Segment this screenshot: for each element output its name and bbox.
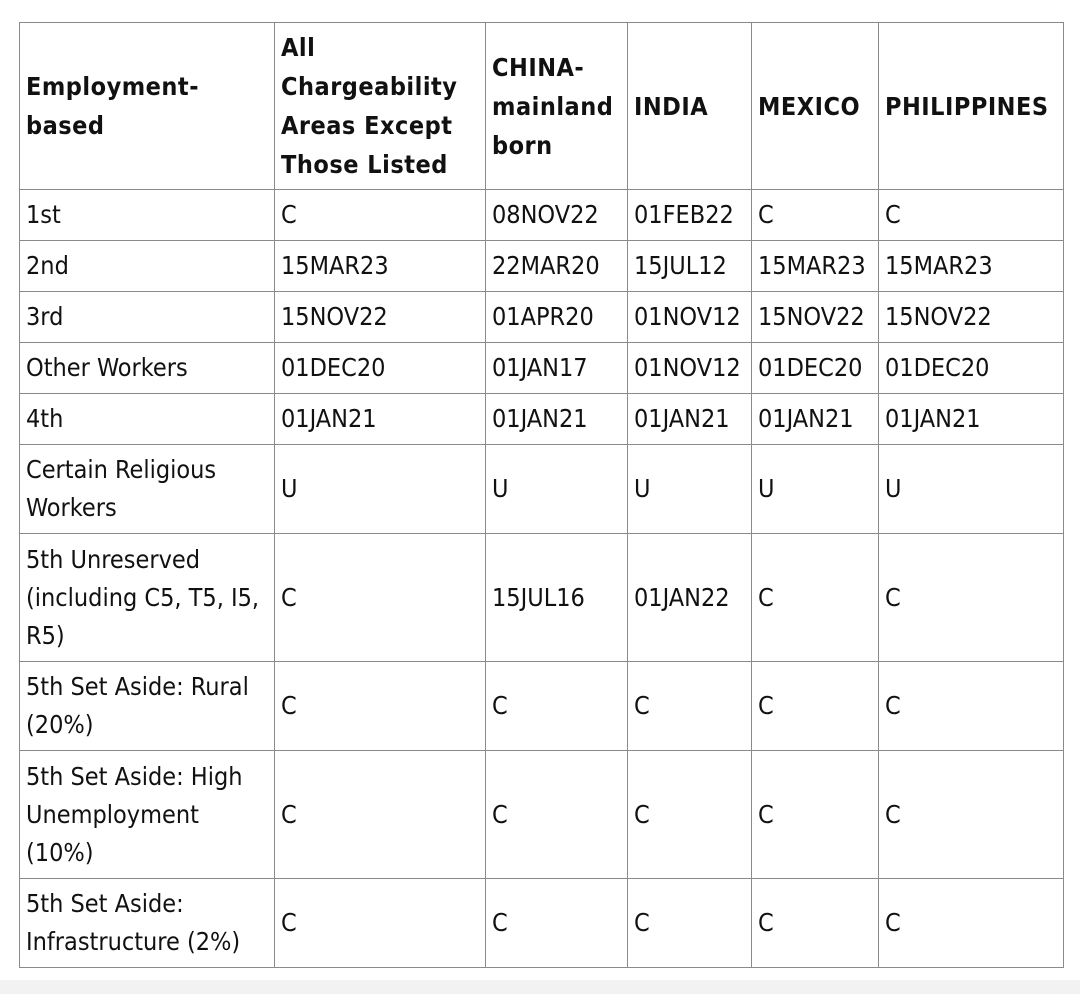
row-category: Other Workers xyxy=(20,343,275,394)
cell-china: 01APR20 xyxy=(486,292,628,343)
cell-india: 01FEB22 xyxy=(628,190,752,241)
cell-china: C xyxy=(486,879,628,968)
cell-all-chargeability: 01DEC20 xyxy=(275,343,486,394)
cell-philippines: C xyxy=(879,534,1064,662)
cell-mexico: C xyxy=(752,751,879,879)
table-row xyxy=(20,394,1064,445)
header-row xyxy=(20,23,1064,190)
header-philippines: PHILIPPINES xyxy=(879,23,1064,190)
header-china: CHINA-mainland born xyxy=(486,23,628,190)
cell-india: C xyxy=(628,879,752,968)
cell-china: 01JAN21 xyxy=(486,394,628,445)
cell-india: 01NOV12 xyxy=(628,343,752,394)
cell-philippines: C xyxy=(879,662,1064,751)
row-category: 5th Set Aside: Rural (20%) xyxy=(20,662,275,751)
row-category: 5th Set Aside: Infrastructure (2%) xyxy=(20,879,275,968)
cell-china: 01JAN17 xyxy=(486,343,628,394)
cell-china: 15JUL16 xyxy=(486,534,628,662)
cell-china: U xyxy=(486,445,628,534)
header-mexico: MEXICO xyxy=(752,23,879,190)
visa-bulletin-table xyxy=(19,22,1064,968)
table-header xyxy=(20,23,1064,190)
row-category: 2nd xyxy=(20,241,275,292)
cell-india: 01JAN22 xyxy=(628,534,752,662)
table-row xyxy=(20,534,1064,662)
cell-all-chargeability: 01JAN21 xyxy=(275,394,486,445)
header-india: INDIA xyxy=(628,23,752,190)
cell-all-chargeability: C xyxy=(275,662,486,751)
header-employment-based: Employment-based xyxy=(20,23,275,190)
cell-mexico: 01JAN21 xyxy=(752,394,879,445)
table-row xyxy=(20,241,1064,292)
header-all-chargeability: All Chargeability Areas Except Those Listed xyxy=(275,23,486,190)
cell-mexico: U xyxy=(752,445,879,534)
cell-philippines: C xyxy=(879,879,1064,968)
cell-philippines: C xyxy=(879,751,1064,879)
cell-china: 08NOV22 xyxy=(486,190,628,241)
row-category: 5th Set Aside: High Unemployment (10%) xyxy=(20,751,275,879)
cell-all-chargeability: 15MAR23 xyxy=(275,241,486,292)
cell-all-chargeability: 15NOV22 xyxy=(275,292,486,343)
cell-philippines: 01DEC20 xyxy=(879,343,1064,394)
cell-india: 01NOV12 xyxy=(628,292,752,343)
cell-all-chargeability: U xyxy=(275,445,486,534)
cell-mexico: 15MAR23 xyxy=(752,241,879,292)
cell-philippines: 15NOV22 xyxy=(879,292,1064,343)
cell-philippines: 01JAN21 xyxy=(879,394,1064,445)
row-category: 1st xyxy=(20,190,275,241)
cell-all-chargeability: C xyxy=(275,190,486,241)
row-category: 4th xyxy=(20,394,275,445)
cell-china: 22MAR20 xyxy=(486,241,628,292)
row-category: 5th Unreserved (including C5, T5, I5, R5) xyxy=(20,534,275,662)
row-category: 3rd xyxy=(20,292,275,343)
table-row xyxy=(20,879,1064,968)
table-row xyxy=(20,751,1064,879)
cell-india: C xyxy=(628,662,752,751)
cell-india: 01JAN21 xyxy=(628,394,752,445)
cell-china: C xyxy=(486,662,628,751)
table-row xyxy=(20,343,1064,394)
cell-mexico: 01DEC20 xyxy=(752,343,879,394)
cell-all-chargeability: C xyxy=(275,751,486,879)
cell-philippines: 15MAR23 xyxy=(879,241,1064,292)
row-category: Certain Religious Workers xyxy=(20,445,275,534)
table-row xyxy=(20,662,1064,751)
table-body xyxy=(20,190,1064,968)
table-row xyxy=(20,190,1064,241)
cell-mexico: C xyxy=(752,662,879,751)
cell-india: 15JUL12 xyxy=(628,241,752,292)
cell-india: U xyxy=(628,445,752,534)
cell-mexico: C xyxy=(752,190,879,241)
table-row xyxy=(20,292,1064,343)
cell-philippines: U xyxy=(879,445,1064,534)
cell-india: C xyxy=(628,751,752,879)
cell-mexico: 15NOV22 xyxy=(752,292,879,343)
cell-mexico: C xyxy=(752,879,879,968)
cell-mexico: C xyxy=(752,534,879,662)
table-row xyxy=(20,445,1064,534)
cell-philippines: C xyxy=(879,190,1064,241)
cell-all-chargeability: C xyxy=(275,534,486,662)
cell-all-chargeability: C xyxy=(275,879,486,968)
cell-china: C xyxy=(486,751,628,879)
